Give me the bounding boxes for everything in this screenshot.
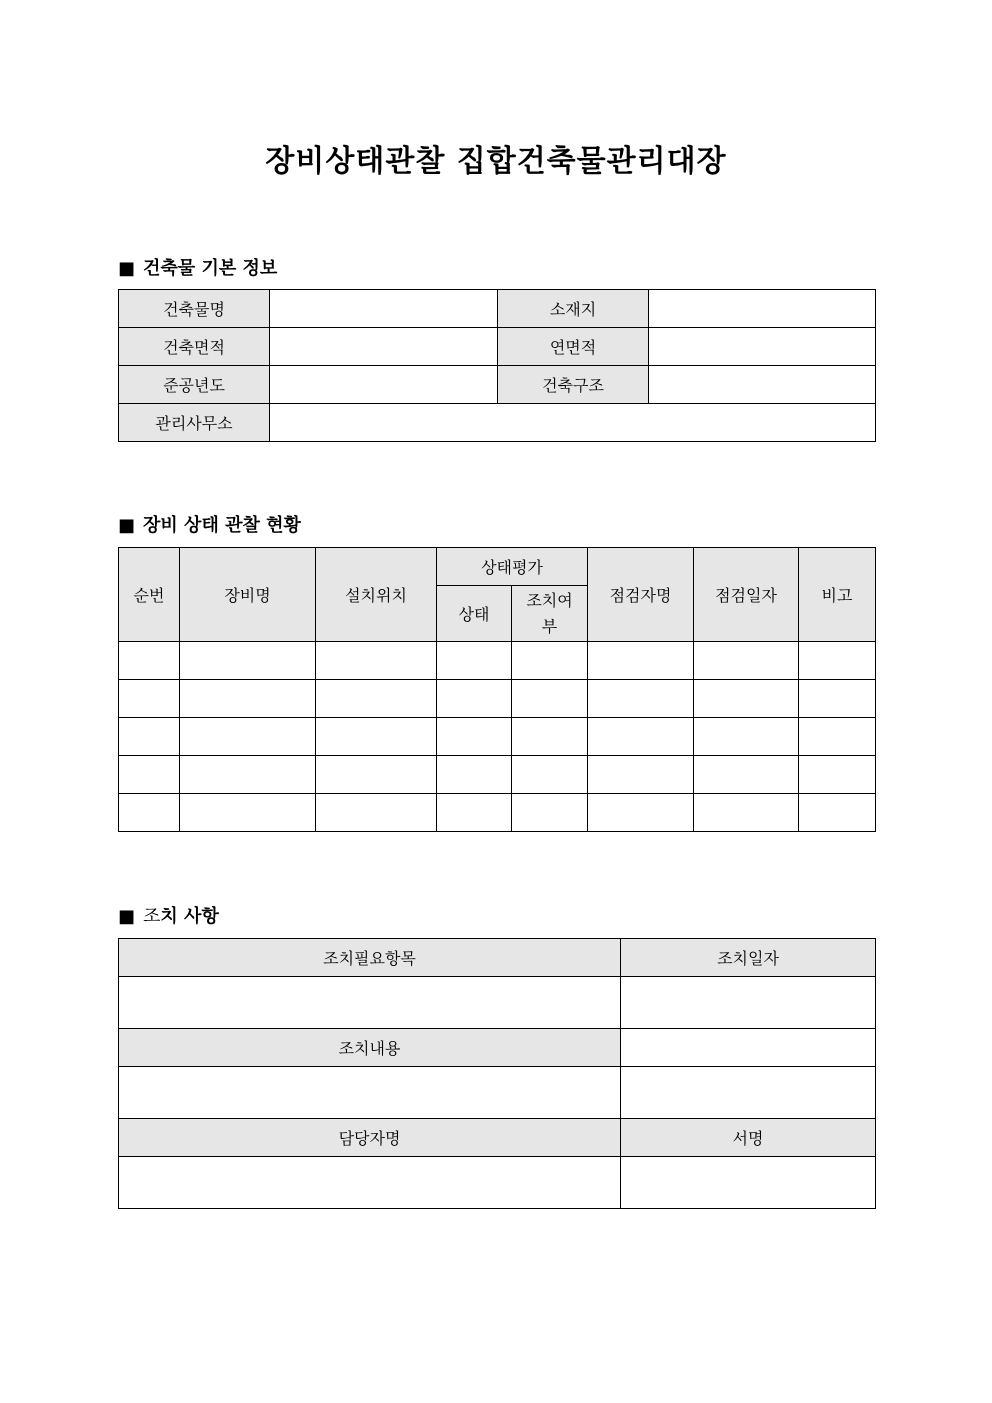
header-status-evaluation: 상태평가 <box>437 548 588 586</box>
cell-action-taken[interactable] <box>512 718 588 756</box>
cell-equipment-name[interactable] <box>180 680 316 718</box>
cell-install-location[interactable] <box>316 680 437 718</box>
cell-action-taken[interactable] <box>512 642 588 680</box>
label-structure: 건축구조 <box>498 366 649 404</box>
cell-inspection-date[interactable] <box>694 794 799 832</box>
table-row <box>119 794 876 832</box>
cell-equipment-name[interactable] <box>180 794 316 832</box>
header-action-taken <box>512 586 588 642</box>
header-action-line1: 조치여 <box>526 590 573 610</box>
action-date-field[interactable] <box>621 977 876 1029</box>
building-area-field[interactable] <box>270 328 498 366</box>
cell-note[interactable] <box>799 680 876 718</box>
label-completion-year: 준공년도 <box>119 366 270 404</box>
table-row <box>119 1029 876 1067</box>
label-action-items: 조치필요항목 <box>119 939 621 977</box>
cell-inspection-date[interactable] <box>694 756 799 794</box>
table-row <box>119 756 876 794</box>
cell-inspector-name[interactable] <box>588 642 694 680</box>
header-inspector-name: 점검자명 <box>588 548 694 642</box>
cell-install-location[interactable] <box>316 642 437 680</box>
label-building-area: 건축면적 <box>119 328 270 366</box>
cell-status[interactable] <box>437 680 512 718</box>
cell-inspection-date[interactable] <box>694 718 799 756</box>
cell-no[interactable] <box>119 794 180 832</box>
table-row <box>119 1119 876 1157</box>
label-location: 소재지 <box>498 290 649 328</box>
blank-cell[interactable] <box>621 1067 876 1119</box>
section-heading-text: 건축물 기본 정보 <box>143 258 278 279</box>
label-management-office: 관리사무소 <box>119 404 270 442</box>
table-row <box>119 680 876 718</box>
cell-note[interactable] <box>799 642 876 680</box>
header-note: 비고 <box>799 548 876 642</box>
cell-equipment-name[interactable] <box>180 718 316 756</box>
cell-status[interactable] <box>437 794 512 832</box>
section-heading-building-info <box>118 254 277 280</box>
table-row <box>119 404 876 442</box>
cell-install-location[interactable] <box>316 756 437 794</box>
cell-equipment-name[interactable] <box>180 756 316 794</box>
cell-action-taken[interactable] <box>512 680 588 718</box>
label-manager-name: 담당자명 <box>119 1119 621 1157</box>
location-field[interactable] <box>649 290 876 328</box>
label-total-floor-area: 연면적 <box>498 328 649 366</box>
table-row <box>119 642 876 680</box>
table-row <box>119 939 876 977</box>
blank-cell[interactable] <box>621 1029 876 1067</box>
table-row <box>119 328 876 366</box>
cell-status[interactable] <box>437 642 512 680</box>
structure-field[interactable] <box>649 366 876 404</box>
square-bullet-icon: ■ <box>118 906 136 927</box>
completion-year-field[interactable] <box>270 366 498 404</box>
cell-inspector-name[interactable] <box>588 680 694 718</box>
section-heading-equipment-status <box>118 511 301 537</box>
header-inspection-date: 점검일자 <box>694 548 799 642</box>
label-building-name: 건축물명 <box>119 290 270 328</box>
signature-field[interactable] <box>621 1157 876 1209</box>
cell-status[interactable] <box>437 756 512 794</box>
header-equipment-name: 장비명 <box>180 548 316 642</box>
cell-note[interactable] <box>799 756 876 794</box>
cell-inspector-name[interactable] <box>588 718 694 756</box>
cell-no[interactable] <box>119 680 180 718</box>
action-content-field[interactable] <box>119 1067 621 1119</box>
equipment-status-table <box>118 547 876 832</box>
header-install-location: 설치위치 <box>316 548 437 642</box>
header-no: 순번 <box>119 548 180 642</box>
cell-install-location[interactable] <box>316 718 437 756</box>
action-items-field[interactable] <box>119 977 621 1029</box>
cell-no[interactable] <box>119 718 180 756</box>
cell-action-taken[interactable] <box>512 756 588 794</box>
total-floor-area-field[interactable] <box>649 328 876 366</box>
header-action-line2: 부 <box>541 616 558 636</box>
table-row <box>119 1067 876 1119</box>
section-heading-prefix: 조 <box>143 906 161 927</box>
actions-table <box>118 938 876 1209</box>
manager-name-field[interactable] <box>119 1157 621 1209</box>
label-action-date: 조치일자 <box>621 939 876 977</box>
label-signature: 서명 <box>621 1119 876 1157</box>
cell-inspection-date[interactable] <box>694 680 799 718</box>
cell-equipment-name[interactable] <box>180 642 316 680</box>
management-office-field[interactable] <box>270 404 876 442</box>
building-info-table <box>118 289 876 442</box>
cell-install-location[interactable] <box>316 794 437 832</box>
cell-note[interactable] <box>799 718 876 756</box>
equipment-rows <box>119 642 876 832</box>
cell-inspection-date[interactable] <box>694 642 799 680</box>
table-row <box>119 977 876 1029</box>
section-heading-actions <box>118 902 219 928</box>
section-heading-text: 장비 상태 관찰 현황 <box>143 515 301 536</box>
table-row <box>119 366 876 404</box>
cell-status[interactable] <box>437 718 512 756</box>
page-title: 장비상태관찰 집합건축물관리대장 <box>265 144 727 179</box>
cell-inspector-name[interactable] <box>588 756 694 794</box>
table-row <box>119 1157 876 1209</box>
square-bullet-icon: ■ <box>118 515 136 536</box>
header-row <box>119 548 876 586</box>
section-heading-text: 치 사항 <box>160 906 219 927</box>
cell-action-taken[interactable] <box>512 794 588 832</box>
square-bullet-icon: ■ <box>118 258 136 279</box>
table-row <box>119 718 876 756</box>
header-status: 상태 <box>437 586 512 642</box>
cell-note[interactable] <box>799 794 876 832</box>
table-row <box>119 290 876 328</box>
cell-no[interactable] <box>119 642 180 680</box>
cell-inspector-name[interactable] <box>588 794 694 832</box>
cell-no[interactable] <box>119 756 180 794</box>
building-name-field[interactable] <box>270 290 498 328</box>
label-action-content: 조치내용 <box>119 1029 621 1067</box>
